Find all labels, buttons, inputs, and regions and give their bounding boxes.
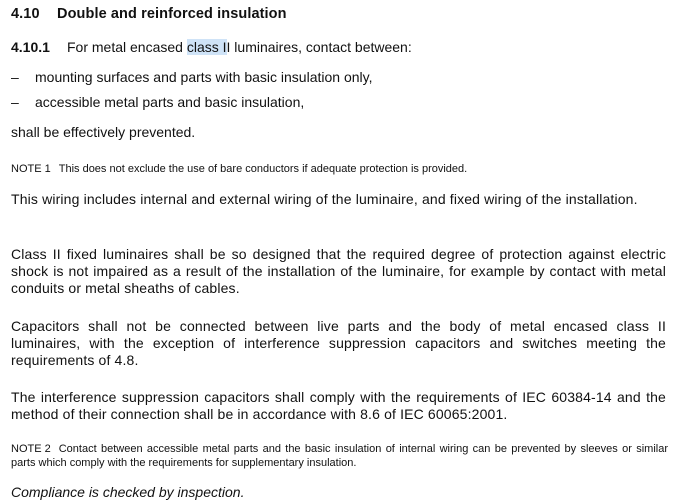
paragraph-capacitors: Capacitors shall not be connected between live parts and the body of metal encased class II luminaires, with the exception of interference suppression capacitors and switches meeting the requirements of 4.8. [11, 318, 666, 368]
section-title: Double and reinforced insulation [57, 6, 287, 22]
compliance-statement: Compliance is checked by inspection. [11, 484, 245, 500]
list-item [11, 69, 372, 85]
selected-text-highlight[interactable]: class I [186, 39, 227, 55]
note-1 [11, 162, 668, 176]
paragraph-class-ii-fixed: Class II fixed luminaires shall be so designed that the required degree of protection against electric shock is not impaired as a result of the installation of the luminaire, for example by contact with metal conduits or metal sheaths of cables. [11, 246, 666, 296]
note-2 [11, 442, 668, 470]
section-heading [11, 6, 287, 22]
prevented-statement: shall be effectively prevented. [11, 124, 196, 140]
section-number: 4.10 [11, 6, 40, 22]
paragraph-interference: The interference suppression capacitors shall comply with the requirements of IEC 60384-14 and the method of their connection shall be in accordance with 8.6 of IEC 60065:2001. [11, 389, 666, 422]
note-label: NOTE 1 [11, 163, 51, 175]
clause-number: 4.10.1 [11, 39, 50, 55]
note-text: This does not exclude the use of bare conductors if adequate protection is provided. [58, 163, 468, 175]
list-dash-marker: – [11, 69, 19, 85]
note-text: Contact between accessible metal parts and the basic insulation of internal wiring can be prevented by sleeves or similar parts which comply with the requirements for supplementary insulation. [11, 443, 668, 469]
list-item-text: accessible metal parts and basic insulation, [35, 94, 305, 110]
list-dash-marker: – [11, 94, 19, 110]
note-label: NOTE 2 [11, 443, 51, 455]
list-item [11, 94, 304, 110]
clause-text-before: For metal encased [67, 39, 187, 55]
clause-text-after: I luminaires, contact between: [226, 39, 412, 55]
list-item-text: mounting surfaces and parts with basic insulation only, [35, 69, 373, 85]
paragraph-wiring: This wiring includes internal and external wiring of the luminaire, and fixed wiring of the installation. [11, 191, 638, 207]
clause-intro [11, 39, 412, 55]
